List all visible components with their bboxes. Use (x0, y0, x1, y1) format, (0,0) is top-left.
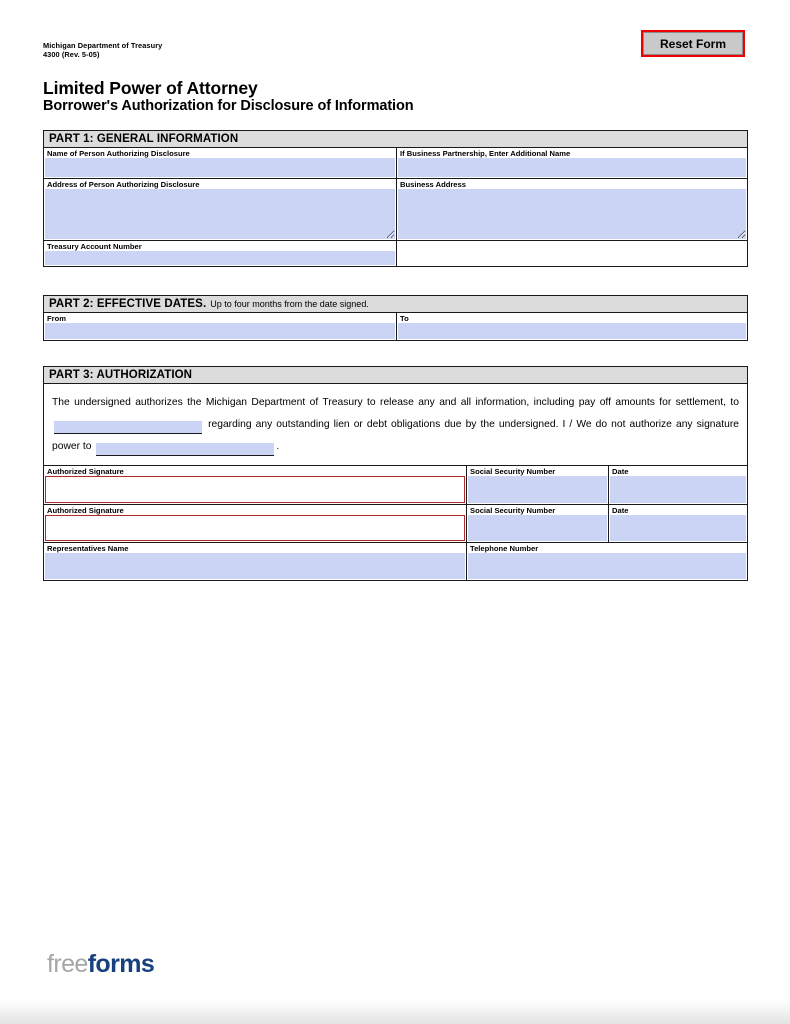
authorization-text-part-2: regarding any outstanding lien or debt obligations due by the undersigned. I / We do not authorize any signature power to (52, 419, 739, 452)
name-of-person-label: Name of Person Authorizing Disclosure (47, 149, 190, 158)
part-2-effective-dates (43, 295, 748, 341)
part-1-row-account (44, 240, 747, 266)
business-address-label: Business Address (400, 180, 466, 189)
form-revision-number: 4300 (Rev. 5-05) (43, 49, 100, 59)
signature-date-cell-2 (608, 505, 747, 542)
effective-from-input[interactable] (45, 323, 395, 339)
social-security-number-label-2: Social Security Number (470, 506, 556, 515)
social-security-number-cell-2 (466, 505, 608, 542)
telephone-number-cell (466, 543, 747, 580)
part-1-general-information (43, 130, 748, 267)
effective-from-cell (44, 313, 396, 340)
effective-from-label: From (47, 314, 66, 323)
treasury-account-number-input[interactable] (45, 251, 395, 265)
authorized-signature-label-1: Authorized Signature (47, 467, 124, 476)
address-of-person-input[interactable] (45, 189, 395, 239)
business-partnership-name-cell (396, 148, 747, 178)
representatives-name-input[interactable] (45, 553, 465, 579)
treasury-account-number-label: Treasury Account Number (47, 242, 142, 251)
agency-identification (43, 42, 162, 59)
business-partnership-name-input[interactable] (398, 158, 746, 177)
part-3-header (44, 367, 747, 384)
effective-to-cell (396, 313, 747, 340)
social-security-number-cell-1 (466, 466, 608, 504)
business-partnership-name-label: If Business Partnership, Enter Additional Name (400, 149, 571, 158)
authorization-paragraph (44, 384, 747, 466)
signature-date-input-2[interactable] (610, 515, 746, 541)
address-of-person-label: Address of Person Authorizing Disclosure (47, 180, 200, 189)
reset-form-button[interactable] (641, 30, 745, 57)
name-of-person-input[interactable] (45, 158, 395, 177)
part-1-heading-text: PART 1: GENERAL INFORMATION (49, 133, 239, 145)
effective-to-input[interactable] (398, 323, 746, 339)
part-3-authorization (43, 366, 748, 581)
part-1-blank-cell (396, 241, 747, 266)
agency-name: Michigan Department of Treasury (43, 41, 163, 50)
page-bottom-edge (0, 1000, 790, 1024)
authorized-signature-cell-2 (44, 505, 466, 542)
signature-date-cell-1 (608, 466, 747, 504)
authorized-signature-row-1 (44, 466, 747, 504)
representatives-name-label: Representatives Name (47, 544, 129, 553)
authorized-signature-row-2 (44, 504, 747, 542)
page-title: Limited Power of Attorney (43, 78, 258, 98)
authorized-signature-cell-1 (44, 466, 466, 504)
signature-date-label-2: Date (612, 506, 629, 515)
social-security-number-input-2[interactable] (468, 515, 607, 541)
part-2-heading-text: PART 2: EFFECTIVE DATES. (49, 298, 207, 310)
page-subtitle: Borrower's Authorization for Disclosure of Information (43, 98, 414, 114)
part-2-header (44, 296, 747, 313)
signature-date-input-1[interactable] (610, 476, 746, 503)
logo-text-free: free (47, 950, 88, 978)
business-address-input[interactable] (398, 189, 746, 239)
representative-row (44, 542, 747, 580)
freeforms-logo (47, 952, 154, 977)
telephone-number-input[interactable] (468, 553, 746, 579)
authorized-signature-label-2: Authorized Signature (47, 506, 124, 515)
name-of-person-cell (44, 148, 396, 178)
signature-date-label-1: Date (612, 467, 629, 476)
signature-power-input[interactable] (96, 443, 274, 456)
authorized-signature-input-2[interactable] (45, 515, 465, 541)
business-address-cell (396, 179, 747, 240)
address-of-person-cell (44, 179, 396, 240)
authorization-text-part-1: The undersigned authorizes the Michigan Department of Treasury to release any and all information, including pay off amounts for settlement, to (52, 397, 739, 408)
part-2-row-dates (44, 313, 747, 340)
authorization-text-part-3: . (276, 441, 280, 452)
social-security-number-label-1: Social Security Number (470, 467, 556, 476)
treasury-account-number-cell (44, 241, 396, 266)
logo-text-forms: forms (87, 950, 155, 978)
effective-to-label: To (400, 314, 409, 323)
authorized-signature-input-1[interactable] (45, 476, 465, 503)
part-1-row-addresses (44, 178, 747, 240)
part-3-heading-text: PART 3: AUTHORIZATION (49, 369, 193, 381)
release-information-to-input[interactable] (54, 421, 202, 434)
social-security-number-input-1[interactable] (468, 476, 607, 503)
part-1-header (44, 131, 747, 148)
representatives-name-cell (44, 543, 466, 580)
telephone-number-label: Telephone Number (470, 544, 539, 553)
part-2-heading-note: Up to four months from the date signed. (210, 299, 369, 309)
reset-form-button-label: Reset Form (643, 32, 743, 55)
part-1-row-names (44, 148, 747, 178)
